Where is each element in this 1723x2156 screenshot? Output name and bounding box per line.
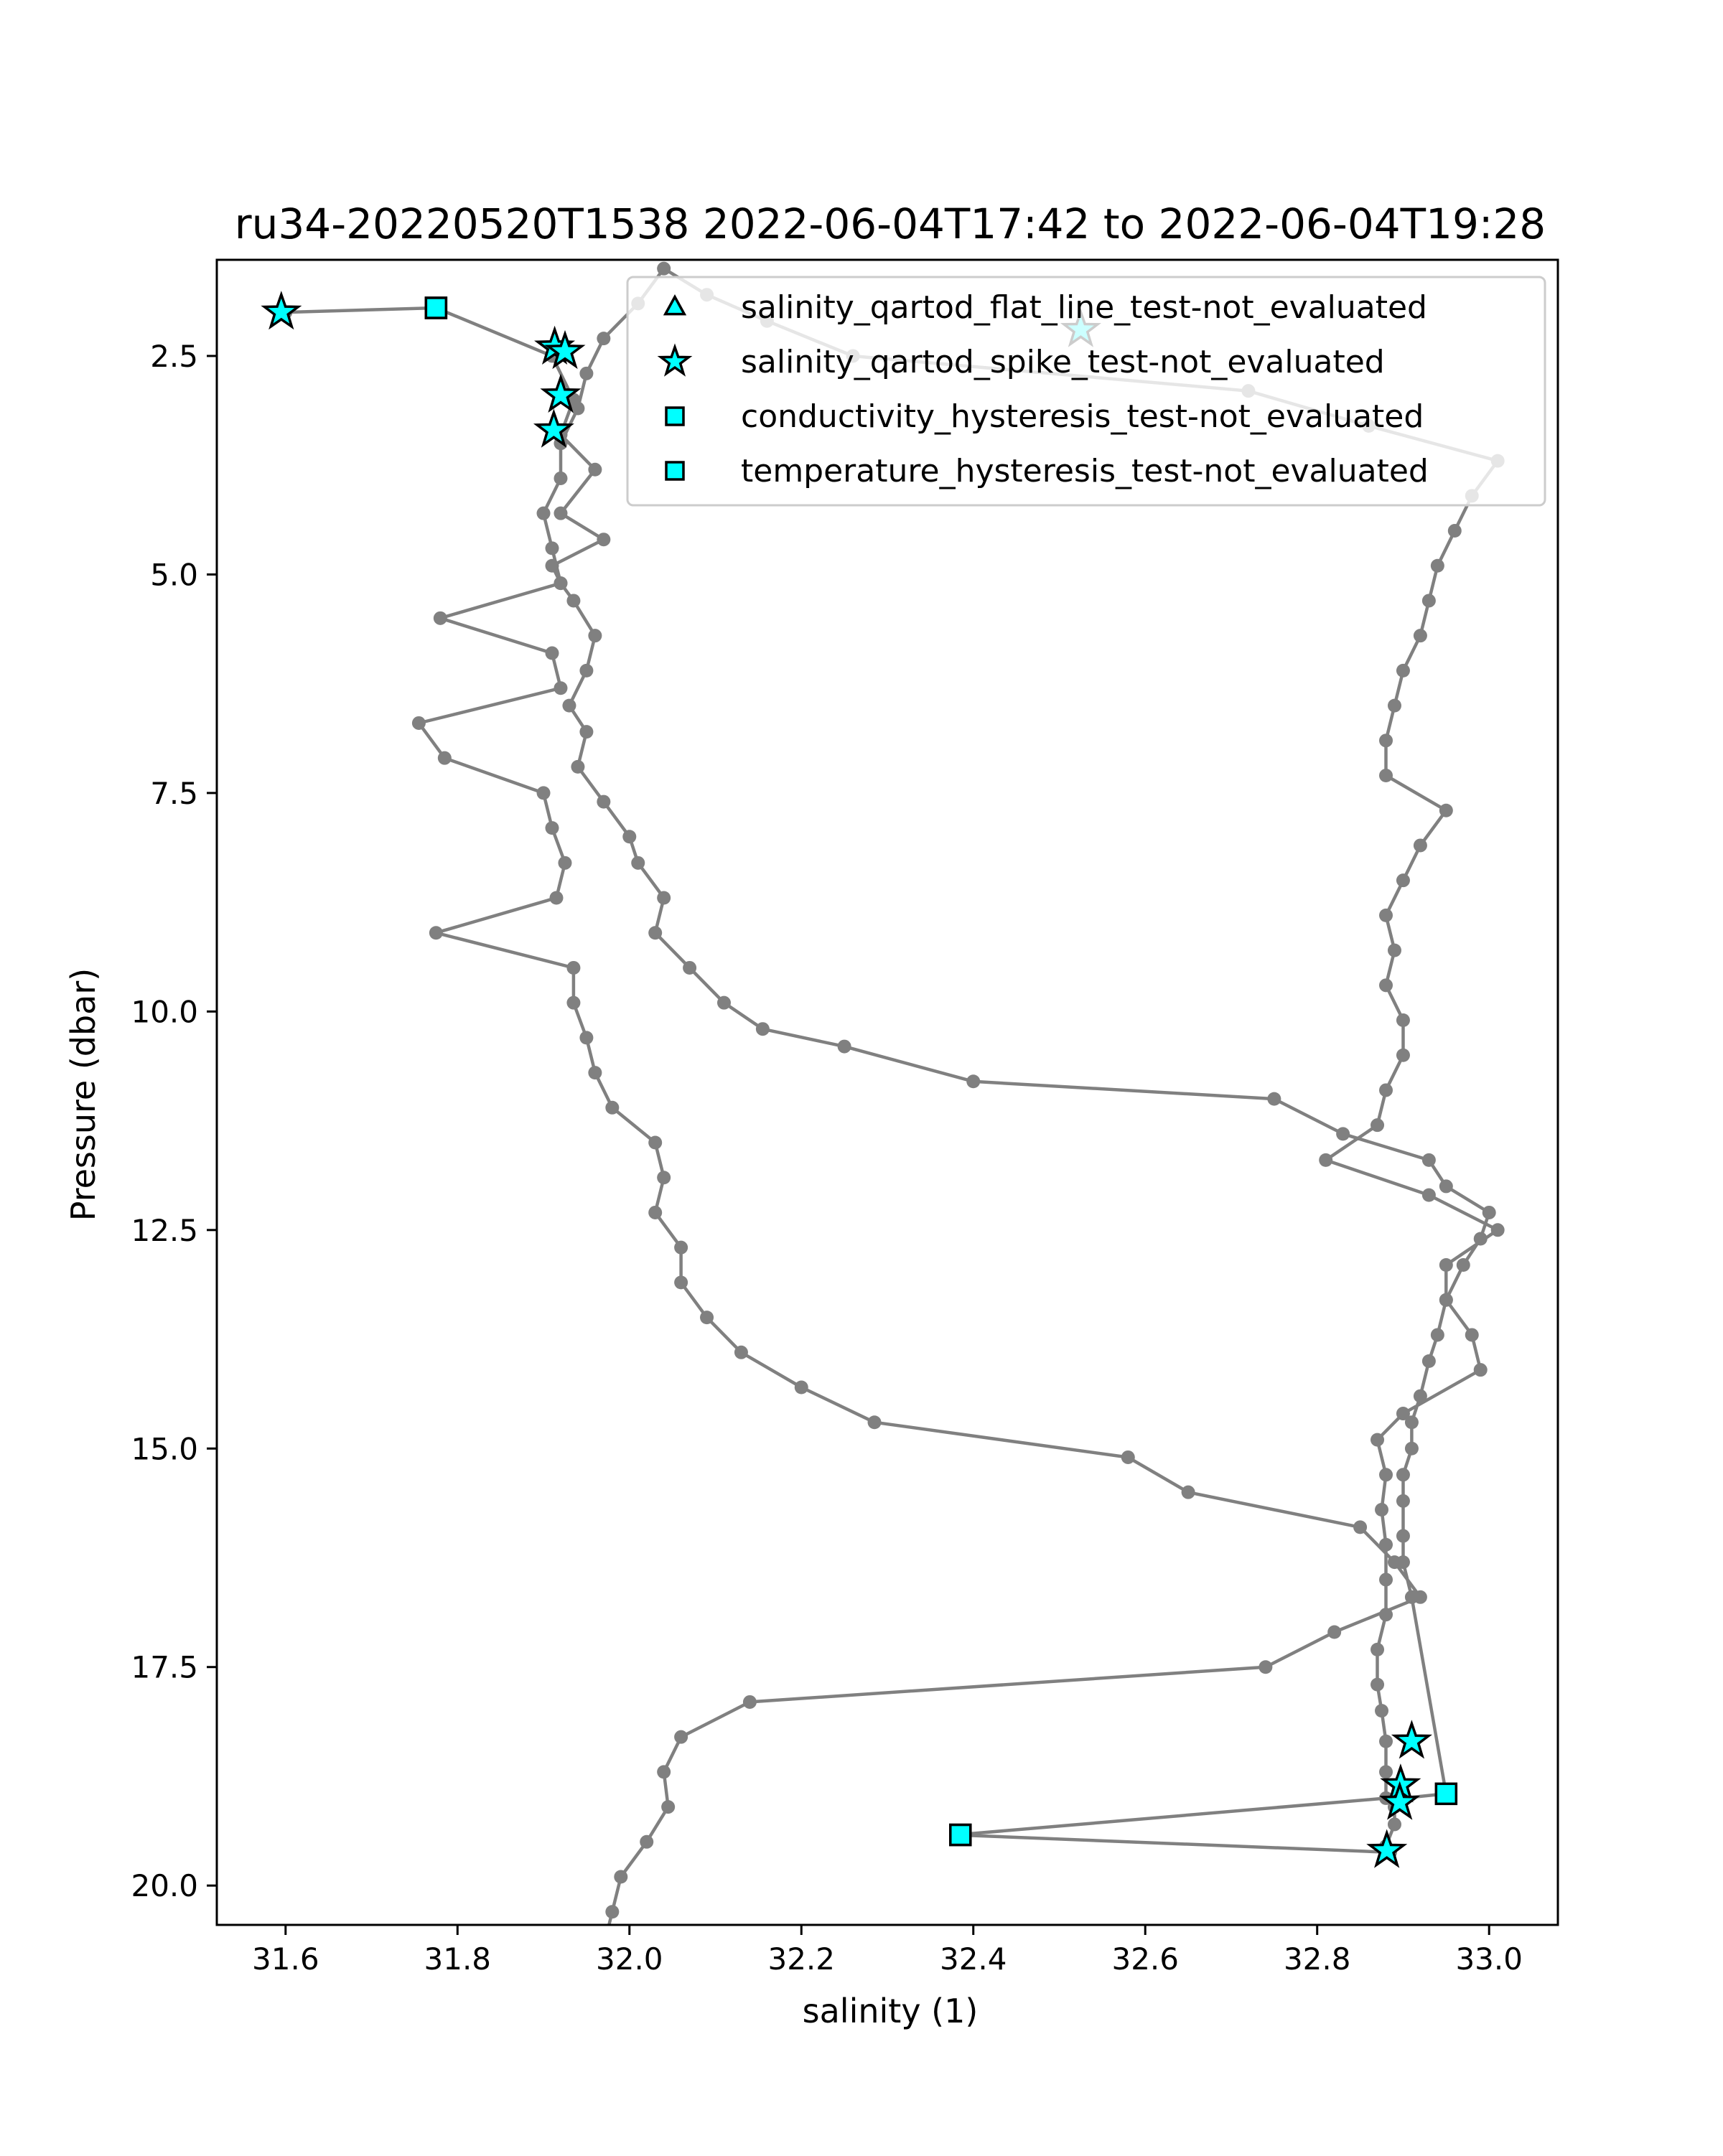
square-flag-marker <box>1436 1784 1456 1804</box>
profile-point <box>597 533 610 546</box>
profile-point <box>1396 1494 1410 1508</box>
profile-point <box>571 402 584 416</box>
profile-point <box>1388 1555 1401 1569</box>
x-axis-label: salinity (1) <box>802 1992 979 2030</box>
profile-point <box>1379 733 1393 747</box>
y-tick-label: 2.5 <box>150 338 198 374</box>
y-axis-label: Pressure (dbar) <box>64 967 103 1222</box>
profile-point <box>566 594 580 607</box>
profile-point <box>546 559 559 573</box>
x-tick-label: 31.8 <box>424 1941 492 1977</box>
profile-point <box>657 1171 671 1184</box>
profile-point <box>549 891 563 905</box>
profile-point <box>1379 909 1393 922</box>
profile-point <box>554 681 567 695</box>
profile-point <box>1375 1704 1388 1717</box>
profile-point <box>631 856 645 870</box>
profile-point <box>1474 1232 1488 1245</box>
profile-point <box>1482 1206 1496 1219</box>
profile-point <box>1371 1643 1384 1656</box>
profile-point <box>1422 594 1436 607</box>
profile-point <box>429 926 443 939</box>
y-tick-label: 15.0 <box>131 1431 198 1467</box>
profile-point <box>648 1206 662 1219</box>
profile-point <box>1319 1153 1332 1167</box>
profile-point <box>588 1066 602 1079</box>
profile-point <box>546 647 559 660</box>
profile-point <box>605 1905 619 1918</box>
profile-point <box>588 629 602 642</box>
legend-entry-label: salinity_qartod_spike_test-not_evaluated <box>741 344 1385 380</box>
x-tick-label: 32.0 <box>596 1941 663 1977</box>
profile-point <box>1439 804 1453 817</box>
profile-point <box>966 1074 980 1088</box>
x-tick-label: 33.0 <box>1455 1941 1523 1977</box>
profile-point <box>597 795 610 809</box>
profile-point <box>1353 1520 1367 1534</box>
x-tick-label: 32.2 <box>767 1941 836 1977</box>
x-tick-label: 32.8 <box>1283 1941 1351 1977</box>
profile-point <box>640 1835 653 1849</box>
profile-point <box>1388 1817 1401 1831</box>
y-tick-label: 5.0 <box>150 557 198 593</box>
profile-point <box>434 611 447 625</box>
y-tick-label: 7.5 <box>150 775 198 811</box>
y-tick-label: 20.0 <box>131 1868 198 1904</box>
profile-point <box>1396 1468 1410 1481</box>
profile-point <box>1327 1626 1341 1639</box>
square-flag-marker <box>951 1825 971 1845</box>
legend-entry-label: conductivity_hysteresis_test-not_evaluated <box>741 398 1424 435</box>
profile-point <box>554 576 567 590</box>
profile-point <box>1422 1189 1436 1202</box>
profile-point <box>554 507 567 520</box>
profile-point <box>546 541 559 555</box>
profile-point <box>1379 1765 1393 1778</box>
profile-point <box>648 926 662 939</box>
profile-point <box>1431 1328 1444 1341</box>
profile-point <box>1439 1293 1453 1307</box>
profile-point <box>412 716 426 730</box>
profile-point <box>1396 1049 1410 1062</box>
profile-point <box>579 1031 593 1044</box>
profile-point <box>1379 1573 1393 1586</box>
profile-point <box>674 1730 688 1744</box>
profile-point <box>1396 1407 1410 1420</box>
legend-square-marker <box>666 462 683 479</box>
legend <box>627 277 1545 505</box>
profile-point <box>1388 699 1401 713</box>
profile-point <box>1465 1328 1479 1341</box>
profile-point <box>700 1311 714 1324</box>
profile-point <box>1439 1179 1453 1193</box>
profile-point <box>554 472 567 485</box>
profile-point <box>579 367 593 380</box>
profile-point <box>1379 1608 1393 1621</box>
profile-point <box>661 1800 675 1814</box>
profile-point <box>1371 1678 1384 1692</box>
profile-point <box>1431 559 1444 573</box>
legend-square-marker <box>666 408 683 425</box>
profile-point <box>1371 1118 1384 1132</box>
profile-point <box>1414 1389 1427 1403</box>
profile-point <box>1259 1660 1272 1674</box>
chart-title: ru34-20220520T1538 2022-06-04T17:42 to 2022-06-04T19:28 <box>234 200 1546 248</box>
profile-point <box>674 1241 688 1255</box>
profile-point <box>1396 664 1410 678</box>
profile-point <box>1396 873 1410 887</box>
profile-point <box>1388 944 1401 957</box>
profile-point <box>657 262 671 276</box>
profile-point <box>537 786 551 800</box>
profile-point <box>1422 1153 1436 1167</box>
profile-point <box>1371 1433 1384 1447</box>
profile-point <box>795 1381 808 1395</box>
legend-entry-label: salinity_qartod_flat_line_test-not_evaluated <box>741 289 1427 326</box>
profile-point <box>674 1275 688 1289</box>
profile-point <box>622 830 636 843</box>
profile-point <box>1336 1127 1350 1140</box>
profile-point <box>579 725 593 739</box>
profile-point <box>571 760 584 774</box>
profile-point <box>1379 1735 1393 1748</box>
profile-point <box>566 996 580 1010</box>
profile-point <box>1267 1092 1281 1106</box>
profile-point <box>1414 629 1427 642</box>
profile-point <box>597 332 610 345</box>
profile-point <box>1414 838 1427 852</box>
profile-point <box>717 996 731 1010</box>
profile-point <box>657 891 671 905</box>
profile-point <box>734 1346 748 1359</box>
profile-point <box>1379 1538 1393 1552</box>
x-tick-label: 32.4 <box>939 1941 1007 1977</box>
profile-point <box>1422 1354 1436 1368</box>
profile-point <box>1379 769 1393 782</box>
profile-point <box>657 1765 671 1778</box>
profile-point <box>1375 1503 1388 1517</box>
profile-point <box>756 1022 770 1036</box>
profile-point <box>588 463 602 477</box>
profile-point <box>838 1040 851 1054</box>
profile-point <box>566 961 580 975</box>
x-tick-label: 31.6 <box>252 1941 319 1977</box>
profile-point <box>1379 1468 1393 1481</box>
profile-point <box>579 664 593 678</box>
profile-point <box>648 1136 662 1150</box>
profile-point <box>1379 1083 1393 1097</box>
profile-point <box>614 1870 627 1884</box>
profile-point <box>605 1101 619 1115</box>
legend-entry-label: temperature_hysteresis_test-not_evaluated <box>741 453 1429 489</box>
profile-point <box>558 856 571 870</box>
profile-point <box>537 507 551 520</box>
y-tick-label: 10.0 <box>131 994 198 1030</box>
profile-point <box>1474 1363 1488 1377</box>
profile-point <box>562 699 576 713</box>
profile-point <box>1396 1529 1410 1543</box>
profile-point <box>546 821 559 835</box>
profile-point <box>1491 1223 1505 1237</box>
profile-point <box>1439 1258 1453 1272</box>
y-tick-label: 17.5 <box>131 1649 198 1685</box>
profile-point <box>1379 978 1393 992</box>
profile-point <box>1121 1450 1135 1464</box>
y-tick-label: 12.5 <box>131 1212 198 1248</box>
x-tick-label: 32.6 <box>1111 1941 1179 1977</box>
profile-point <box>1182 1486 1195 1499</box>
profile-point <box>1414 1590 1427 1604</box>
profile-point <box>438 751 452 765</box>
profile-point <box>1457 1258 1470 1272</box>
profile-point <box>683 961 696 975</box>
square-flag-marker <box>426 298 446 318</box>
profile-point <box>1448 524 1462 538</box>
profile-point <box>868 1415 882 1429</box>
profile-point <box>1396 1013 1410 1027</box>
profile-point <box>1405 1442 1419 1456</box>
profile-point <box>743 1695 757 1709</box>
